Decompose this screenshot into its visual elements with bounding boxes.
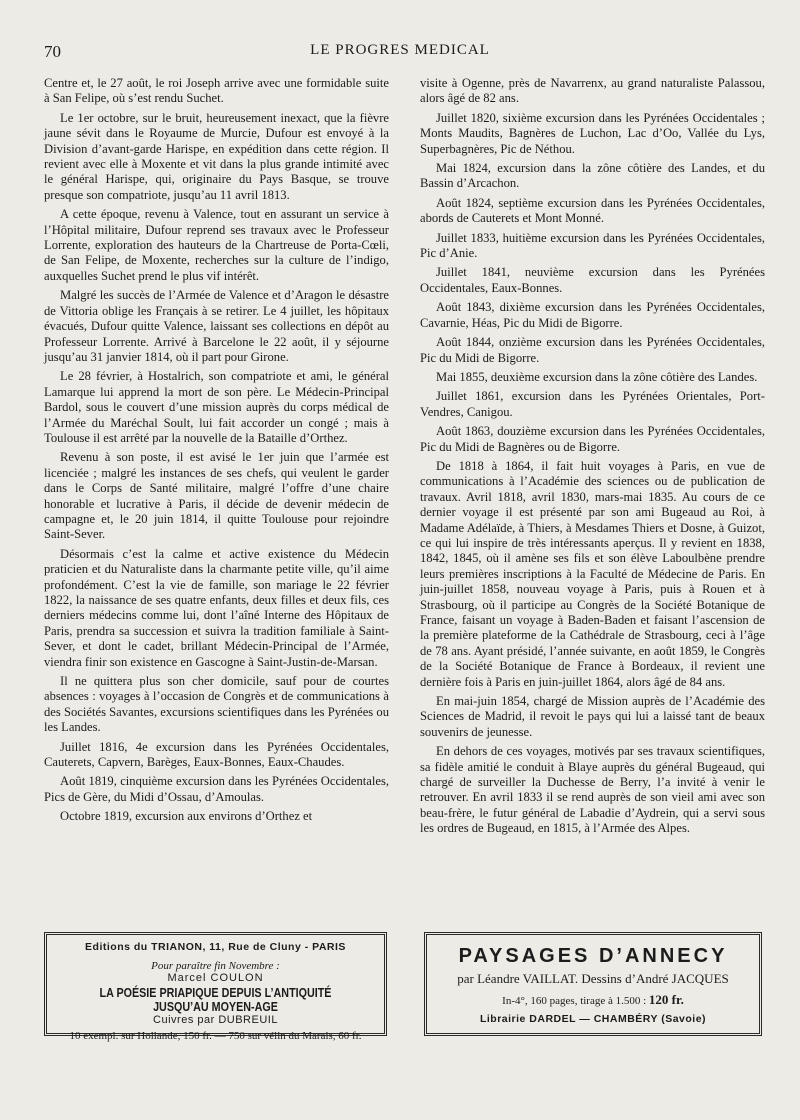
ad-specs-text: In-4°, 160 pages, tirage à 1.500 : <box>502 995 647 1007</box>
ad-illustrations: Cuivres par DUBREUIL <box>153 1014 278 1026</box>
ad-publisher: Editions du TRIANON, 11, Rue de Cluny - PARIS <box>85 941 346 953</box>
paragraph: Août 1824, septième excursion dans les Pyrénées Occidentales, abords de Cauterets et Mont Monné. <box>420 195 765 226</box>
paragraph: Le 1er octobre, sur le bruit, heureusement inexact, que la fièvre jaune sévit dans le Royaume de Murcie, Dufour est envoyé à la Division d’avant-garde Harispe, en expédition dans cette région. Il revient avec elle à Moxente et vit dans la plus grande intimité avec le général Harispe, qui, originaire du Pays Basque, se trouve presque son compatriote, jusqu’au 11 avril 1813. <box>44 110 389 202</box>
left-column <box>44 76 389 829</box>
paragraph: Octobre 1819, excursion aux environs d’Orthez et <box>60 809 313 824</box>
paragraph: A cette époque, revenu à Valence, tout en assurant un service à l’Hôpital militaire, Dufour reprend ses travaux avec le Professeur Lorrente, exploration des hauteurs de la Chartreuse de Porta-Cœli, de San Felipe, de Moxente, recherches sur la culture de l’indigo, auxquelles Suchet prend le plus vif intérêt. <box>44 207 389 283</box>
paragraph: Mai 1855, deuxième excursion dans la zône côtière des Landes. <box>436 369 758 384</box>
paragraph: Juillet 1861, excursion dans les Pyrénées Orientales, Port-Vendres, Canigou. <box>420 389 765 419</box>
ad-pricing: 10 exempl. sur Hollande, 150 fr. — 750 sur vélin du Marais, 60 fr. <box>69 1030 362 1042</box>
paragraph: Juillet 1820, sixième excursion dans les Pyrénées Occidentales ; Monts Maudits, Bagnères de Luchon, Lac d’Oo, Vallée du Lys, Superbagnères, Pic de Néthou. <box>420 110 765 156</box>
paragraph: Juillet 1833, huitième excursion dans les Pyrénées Occidentales, Pic d’Anie. <box>420 230 765 261</box>
ad-bookshop: Librairie DARDEL — CHAMBÉRY (Savoie) <box>479 1013 707 1025</box>
paragraph: Juillet 1816, 4e excursion dans les Pyrénées Occidentales, Cauterets, Capvern, Barèges, Eaux-Bonnes, Eaux-Chaudes. <box>44 739 389 770</box>
ad-credits: par Léandre VAILLAT. Dessins d’André JACQUES <box>457 971 729 986</box>
paragraph: Août 1844, onzième excursion dans les Pyrénées Occidentales, Pic du Midi de Bigorre. <box>420 335 765 365</box>
page-number: 70 <box>44 42 61 61</box>
ad-book-title: LA POÉSIE PRIAPIQUE DEPUIS L’ANTIQUITÉ JUSQU’AU MOYEN-AGE <box>99 986 332 1014</box>
advertisement-trianon <box>44 932 387 1042</box>
right-column <box>420 76 765 841</box>
ad-book-title: PAYSAGES D’ANNECY <box>458 945 728 967</box>
paragraph: Le 28 février, à Hostalrich, son compatriote et ami, le général Lamarque lui apprend la mort de son père. Le Médecin-Principal Bardol, sous le couvert d’une mission auprès du corps médical de l’Armée du Maréchal Soult, lui fait accorder un congé ; mais à Toulouse il est arrêté par la nouvelle de la Bataille d’Orthez. <box>44 369 389 445</box>
paragraph: Il ne quittera plus son cher domicile, sauf pour de courtes absences : voyages à l’occasion de Congrès et de communications à des Sociétés Savantes, excursions scientifiques dans les Pyrénées ou les Landes. <box>44 674 389 735</box>
paragraph: Centre et, le 27 août, le roi Joseph arrive avec une formidable suite à San Felipe, où s’est rendu Suchet. <box>44 76 389 106</box>
paragraph: De 1818 à 1864, il fait huit voyages à Paris, en vue de communications à l’Académie des sciences ou de publication de travaux. Avril 1818, avril 1830, mars-mai 1835. Au cours de ce dernier voyage il est présenté par son ami Bugeaud au Roi, à Madame Adélaïde, à Thiers, à Mesdames Thiers et Dosne, à Guizot, ce qui lui inspire de très intéressants aperçus. Il y revient en 1838, 1842, 1845, où il amène ses fils et son élève Laboulbène prendre leurs premières inscriptions à la Faculté de Médecine de Paris. En juin-juillet 1858, nouveau voyage à Paris, puis à Rouen et à Strasbourg, où il participe au Congrès de la Société Botanique de France, faisant un voyage à Baden-Baden et faisant l’ascension de la première plateforme de la Cathédrale de Strasbourg, ceci à l’âge de 78 ans. Ayant présidé, l’année suivante, en août 1859, le Congrès de la Société Botanique de France à Bordeaux, il revient une dernière fois à Paris en juin-juillet 1864, alors âgé de 84 ans. <box>420 458 765 689</box>
ad-author: Marcel COULON <box>167 972 264 984</box>
advertisement-annecy <box>424 932 762 1036</box>
paragraph: Désormais c’est la calme et active existence du Médecin praticien et du Naturaliste dans la charmante petite ville, qu’il aime profondément. C’est la vie de famille, son mariage le 22 février 1822, la naissance de ses quatre enfants, deux filles et deux fils, ces derniers médecins comme lui, dont l’aîné Interne des Hôpitaux de Paris, prendra sa succession et suivra la tradition familiale à Saint-Sever, et dont le cadet, brillant Médecin-Principal de l’Armée, viendra finir son existence en Gascogne à Saint-Justin-de-Marsan. <box>44 546 389 669</box>
paragraph: En dehors de ces voyages, motivés par ses travaux scientifiques, sa fidèle amitié le conduit à Blaye auprès du général Bugeaud, qui chargé de surveiller la Duchesse de Berry, l’a invité à venir le retrouver. En avril 1833 il se rend auprès de son vieil ami avec son beau-frère, le futur général de Labadie d’Aydrein, qui a servi sous les ordres de Bugeaud, en 1815, à l’Armée des Alpes. <box>420 744 765 836</box>
paragraph: Malgré les succès de l’Armée de Valence et d’Aragon le désastre de Vittoria oblige les Français à se retirer. Le 4 juillet, les hôpitaux évacués, Dufour quitte Valence, laissant ses collections en dépôt au Professeur Lorrente. Arrivé à Barcelone le 22 août, il y séjourne jusqu’au 31 janvier 1814, où il part pour Girone. <box>44 288 389 364</box>
paragraph: Mai 1824, excursion dans la zône côtière des Landes, et du Bassin d’Arcachon. <box>420 161 765 191</box>
ad-intro: Pour paraître fin Novembre : <box>151 960 280 972</box>
ad-price: 120 fr. <box>648 992 684 1007</box>
paragraph: En mai-juin 1854, chargé de Mission auprès de l’Académie des Sciences de Madrid, il revoit le pays qui lui a laissé tant de beaux souvenirs de jeunesse. <box>420 694 765 739</box>
paragraph: Août 1843, dixième excursion dans les Pyrénées Occidentales, Cavarnie, Héas, Pic du Midi de Bigorre. <box>420 300 765 330</box>
paragraph: Juillet 1841, neuvième excursion dans les Pyrénées Occidentales, Eaux-Bonnes. <box>420 265 765 295</box>
running-head: LE PROGRES MEDICAL <box>310 42 490 58</box>
paragraph: visite à Ogenne, près de Navarrenx, au grand naturaliste Palassou, alors âgé de 82 ans. <box>420 76 765 106</box>
ad-specs <box>427 992 759 1008</box>
paragraph: Août 1819, cinquième excursion dans les Pyrénées Occidentales, Pics de Gère, du Midi d’Ossau, d’Amoulas. <box>44 774 389 804</box>
paragraph: Août 1863, douzième excursion dans les Pyrénées Occidentales, Pic du Midi de Bagnères ou de Bigorre. <box>420 424 765 454</box>
paragraph: Revenu à son poste, il est avisé le 1er juin que l’armée est licenciée ; malgré les instances de ses chefs, qui veulent le garder dans le Corps de Santé militaire, malgré l’offre d’une chaire honorable et lucrative à Paris, il décide de devenir médecin de campagne et, le 20 juin 1814, il quitte Toulouse pour rejoindre Saint-Sever. <box>44 450 389 542</box>
